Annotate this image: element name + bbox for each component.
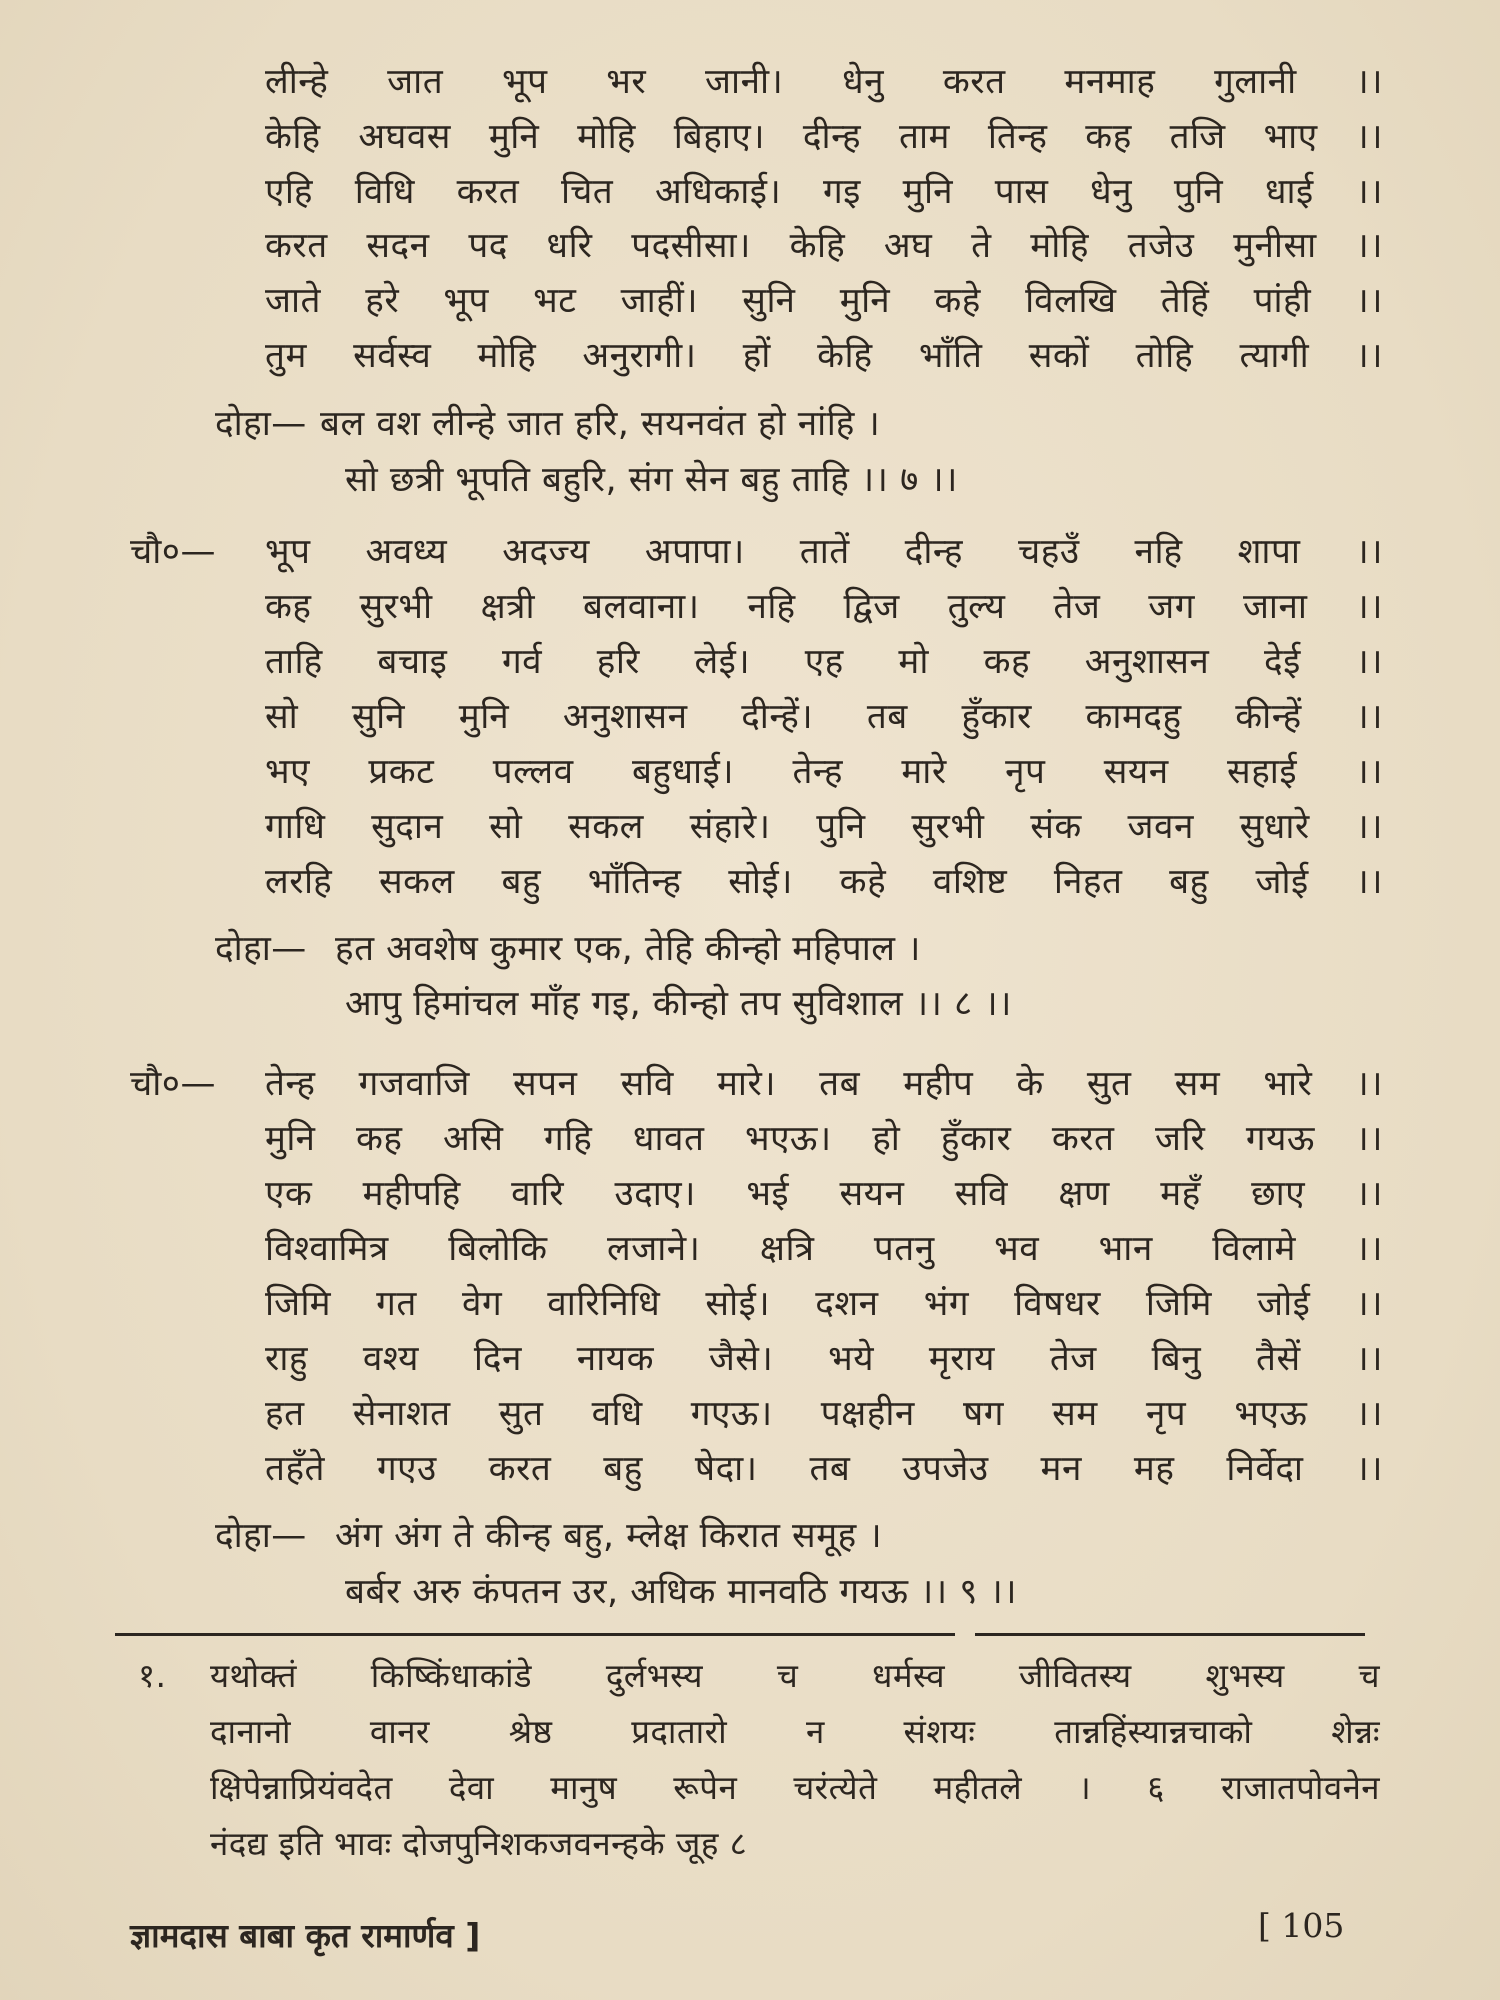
footnote-number: १. [138,1656,167,1695]
footnote-line: क्षिपेन्नाप्रियंवदेत देवा मानुष रूपेन चरंत्येते महीतले । ६ राजातपोवनेन [210,1768,1380,1807]
footnote-line: दानानो वानर श्रेष्ठ प्रदातारो न संशयः तान्नहिंस्यान्नचाको शेन्नः [210,1712,1380,1751]
verse-line: विश्वामित्र बिलोकि लजाने। क्षत्रि पतनु भव भान विलामे ।। [265,1229,1383,1269]
verse-line: गाधि सुदान सो सकल संहारे। पुनि सुरभी संक जवन सुधारे ।। [265,807,1383,847]
doha-label: दोहा— [215,404,307,444]
verse-line: ताहि बचाइ गर्व हरि लेई। एह मो कह अनुशासन देई ।। [265,642,1383,682]
verse-line: भूप अवध्य अदज्य अपापा। तातें दीन्ह चहउँ नहि शापा ।। [265,532,1383,572]
verse-line: तहँते गएउ करत बहु षेदा। तब उपजेउ मन मह निर्वेदा ।। [265,1449,1383,1489]
doha-line: सो छत्री भूपति बहुरि, संग सेन बहु ताहि ।। ७ ।। [345,460,958,500]
doha-line: आपु हिमांचल माँह गइ, कीन्हो तप सुविशाल ।। ८ ।। [345,984,1012,1024]
footnote-rule [975,1633,1365,1636]
footnote-line: यथोक्तं किष्किंधाकांडे दुर्लभस्य च धर्मस्व जीवितस्य शुभस्य च [210,1656,1380,1695]
verse-line: एहि विधि करत चित अधिकाई। गइ मुनि पास धेनु पुनि धाई ।। [265,172,1383,212]
footnote-rule [115,1633,955,1636]
verse-line: जिमि गत वेग वारिनिधि सोई। दशन भंग विषधर जिमि जोई ।। [265,1284,1383,1324]
verse-line: केहि अघवस मुनि मोहि बिहाए। दीन्ह ताम तिन्ह कह तजि भाए ।। [265,117,1383,157]
page-number: [ 105 [1258,1906,1345,1945]
verse-line: जाते हरे भूप भट जाहीं। सुनि मुनि कहे विलखि तेहिं पांही ।। [265,281,1383,321]
verse-line: लीन्हे जात भूप भर जानी। धेनु करत मनमाह गुलानी ।। [265,62,1383,102]
verse-line: मुनि कह असि गहि धावत भएऊ। हो हुँकार करत जरि गयऊ ।। [265,1119,1383,1159]
verse-line: एक महीपहि वारि उदाए। भई सयन सवि क्षण महँ छाए ।। [265,1174,1383,1214]
verse-line: कह सुरभी क्षत्री बलवाना। नहि द्विज तुल्य तेज जग जाना ।। [265,587,1383,627]
verse-line: तेन्ह गजवाजि सपन सवि मारे। तब महीप के सुत सम भारे ।। [265,1064,1383,1104]
doha-line: बर्बर अरु कंपतन उर, अधिक मानवठि गयऊ ।। ९ ।। [345,1572,1018,1612]
doha-line: बल वश लीन्हे जात हरि, सयनवंत हो नांहि । [320,404,881,444]
doha-line: अंग अंग ते कीन्ह बहु, म्लेक्ष किरात समूह । [335,1516,883,1556]
doha-label: दोहा— [215,1516,307,1556]
doha-line: हत अवशेष कुमार एक, तेहि कीन्हो महिपाल । [335,929,921,969]
verse-line: भए प्रकट पल्लव बहुधाई। तेन्ह मारे नृप सयन सहाई ।। [265,752,1383,792]
doha-label: दोहा— [215,929,307,969]
verse-line: करत सदन पद धरि पदसीसा। केहि अघ ते मोहि तजेउ मुनीसा ।। [265,226,1383,266]
verse-line: लरहि सकल बहु भाँतिन्ह सोई। कहे वशिष्ट निहत बहु जोई ।। [265,862,1383,902]
footnote-line: नंदद्य इति भावः दोजपुनिशकजवनन्हके जूह ८ [210,1824,748,1863]
book-title-footer: ज्ञामदास बाबा कृत रामार्णव ] [130,1916,481,1955]
verse-line: तुम सर्वस्व मोहि अनुरागी। हों केहि भाँति सकों तोहि त्यागी ।। [265,336,1383,376]
verse-line: सो सुनि मुनि अनुशासन दीन्हें। तब हुँकार कामदहु कीन्हें ।। [265,697,1383,737]
chaupai-label: चौ०— [130,1064,216,1104]
chaupai-label: चौ०— [130,532,216,572]
verse-line: हत सेनाशत सुत वधि गएऊ। पक्षहीन षग सम नृप भएऊ ।। [265,1394,1383,1434]
verse-line: राहु वश्य दिन नायक जैसे। भये मृराय तेज बिनु तैसें ।। [265,1339,1383,1379]
